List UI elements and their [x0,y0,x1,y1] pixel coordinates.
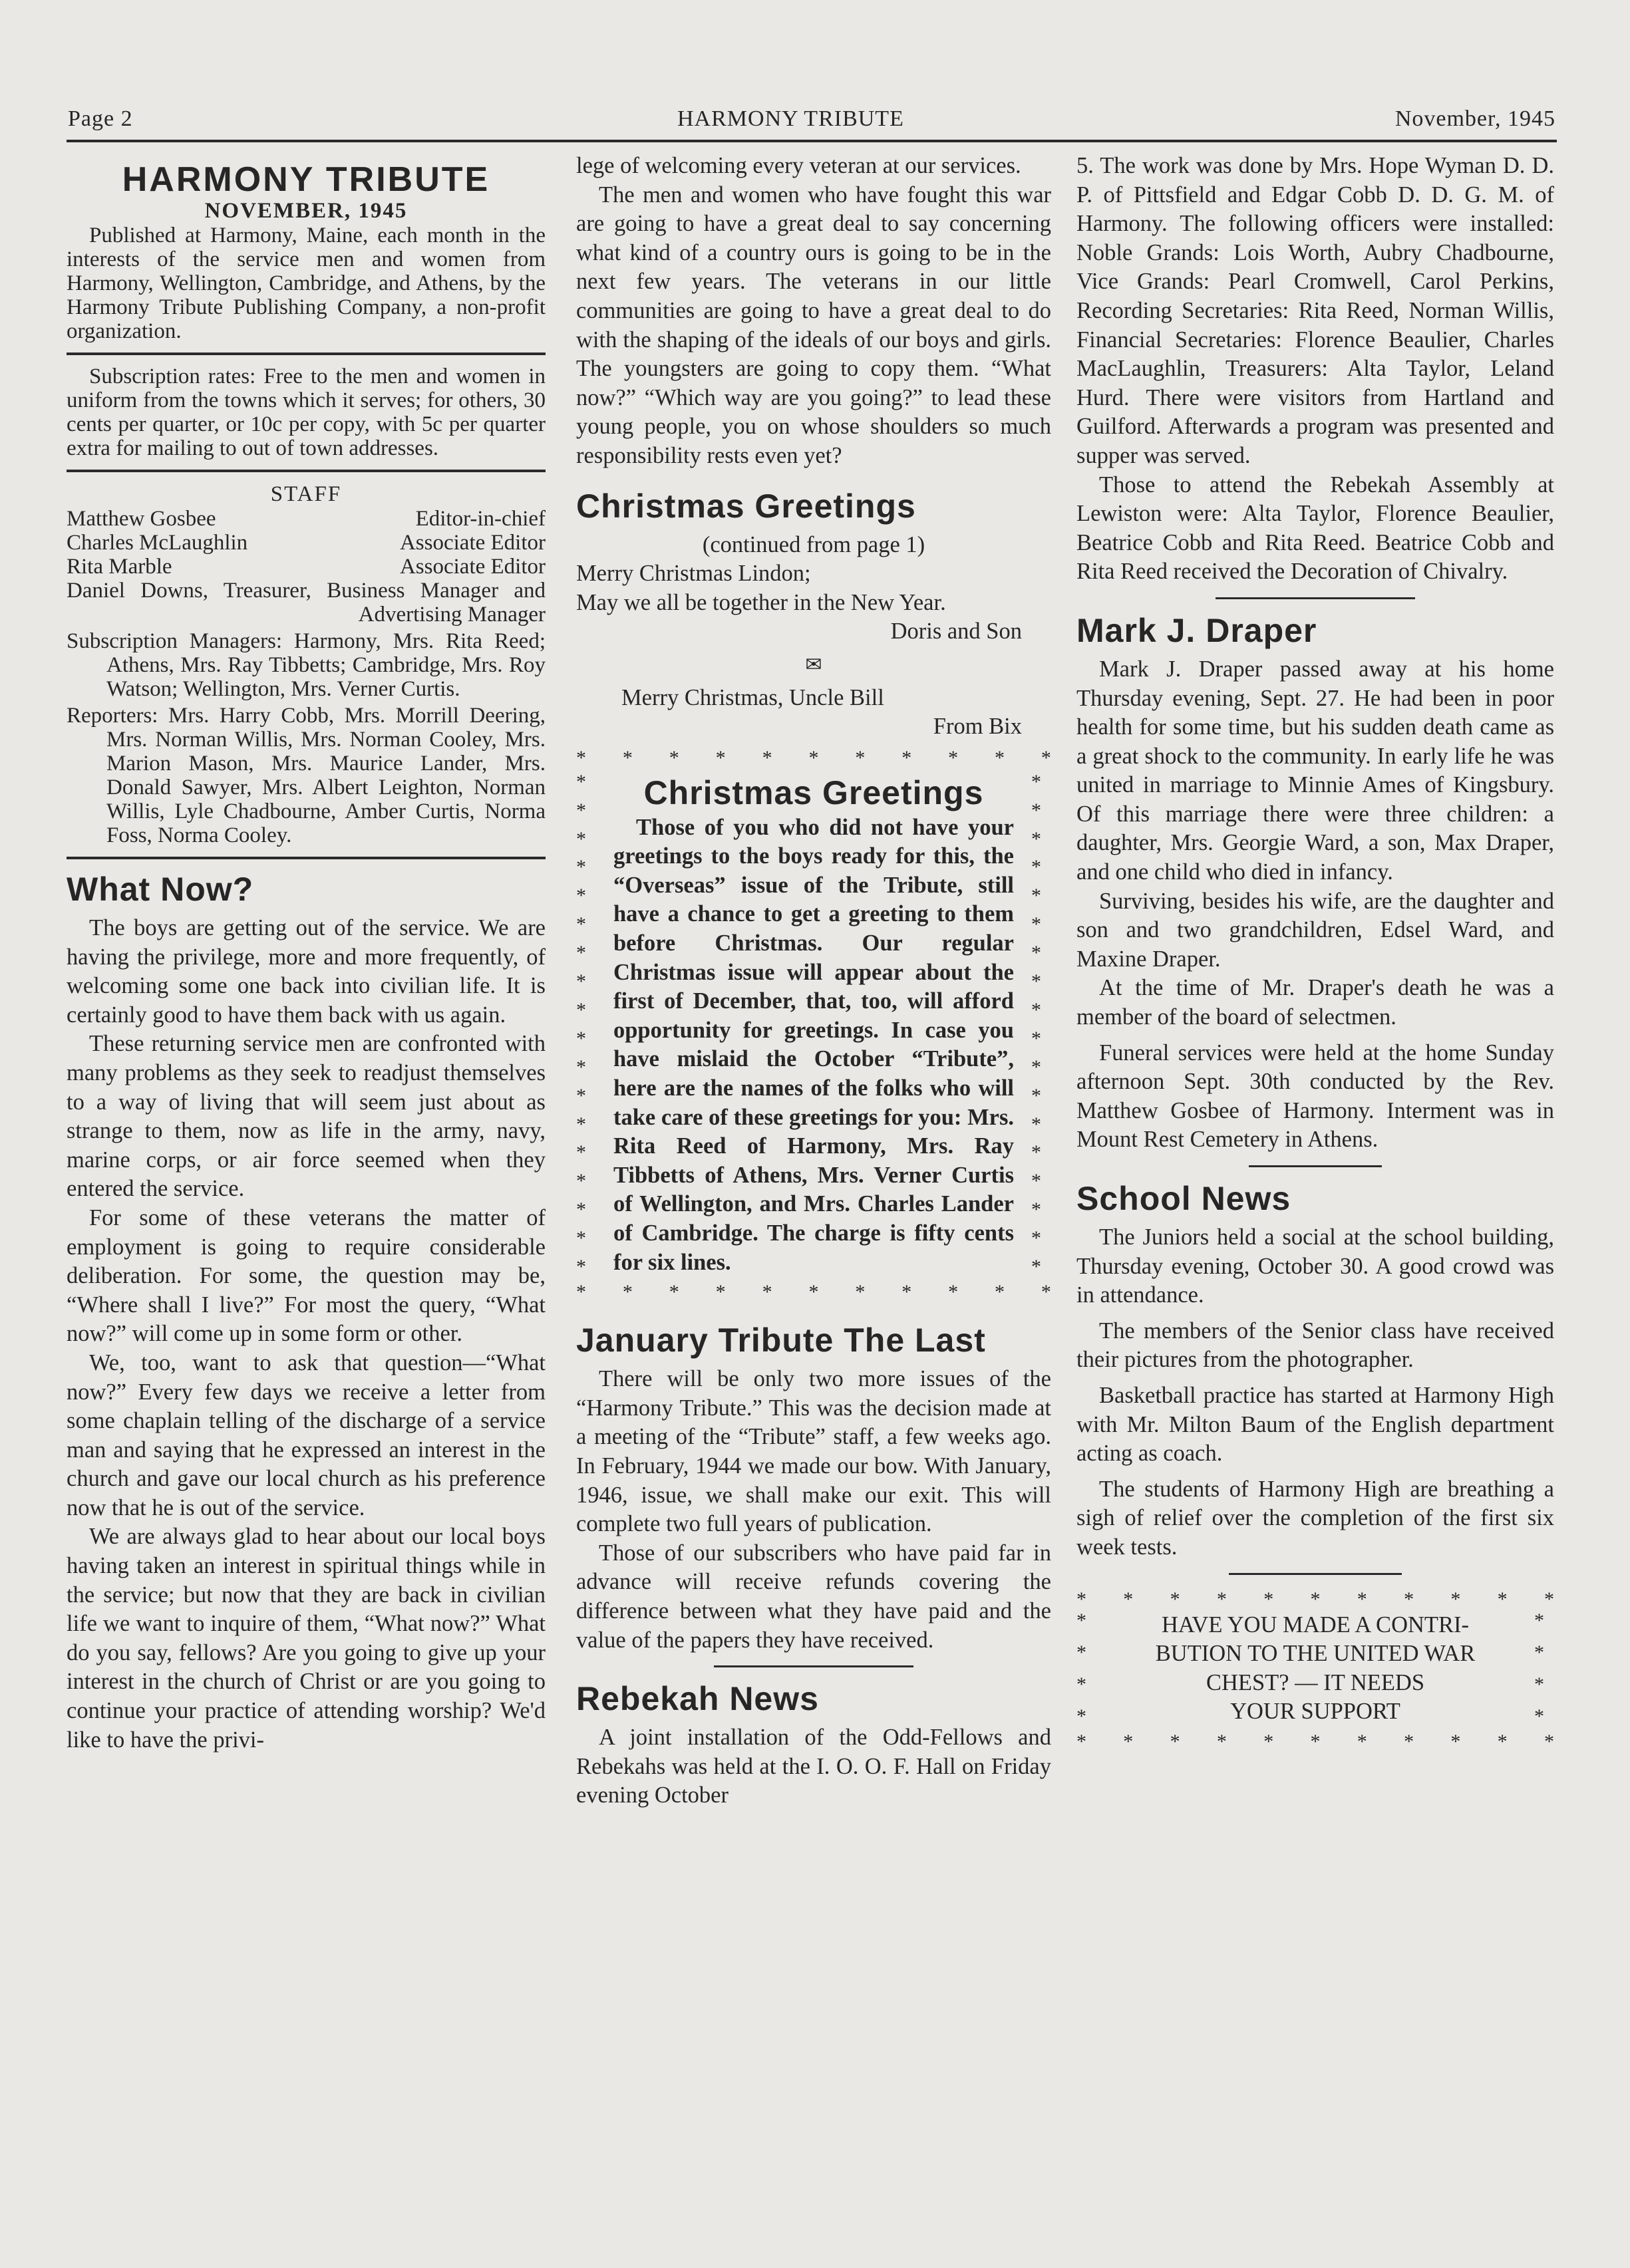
reporters: Reporters: Mrs. Harry Cobb, Mrs. Morrill Deering, Mrs. Norman Willis, Mrs. Norman Cooley, Mrs. Marion Mason, Mrs. Maurice Lander, Mrs. Donald Sawyer, Mrs. Albert Leighton, Norman Willis, Lyle Chadbourne, Amber Curtis, Norma Foss, Norma Cooley. [67,704,546,847]
ornament-icon: ✉ [805,653,822,676]
running-date: November, 1945 [1394,106,1555,131]
divider [67,353,546,355]
greeting-line: Merry Christmas Lindon; [576,561,811,587]
paragraph: We, too, want to ask that question—“What now?” Every few days we receive a letter from some chaplain telling of the discharge of a service man and saying that he expressed an interest in the church and gave our local church as his preference now that he is out of the service. [67,1349,546,1520]
christmas-greetings-box-heading: Christmas Greetings [643,774,984,811]
staff-row [67,507,546,531]
greetings-box-text: Those of you who did not have your greetings to the boys ready for this, the “Overseas” issue of the Tribute, still have a chance to get a greeting to them before Christmas. Our regular Christmas issue will appear about the first of December, that, too, will afford opportunity for greetings. In case you have mislaid the October “Tribute”, here are the names of the folks who will take care of these greetings for you: Mrs. Rita Reed of Harmony, Mrs. Ray Tibbetts of Athens, Mrs. Verner Curtis of Wellington, and Mrs. Charles Lander of Cambridge. The charge is fifty cents for six lines. [613,814,1014,1275]
star-border: * * * * * * * * * * * [1076,1730,1554,1753]
paragraph: The students of Harmony High are breathing a sigh of relief over the completion of the first six week tests. [1076,1476,1554,1560]
staff-name: Matthew Gosbee [67,507,216,531]
column-3 [1076,152,1554,1753]
war-chest-line: BUTION TO THE UNITED WAR [1155,1641,1476,1667]
star-border: * * * * * * * * * * * [576,1281,1051,1304]
greeting-line: May we all be together in the New Year. [576,589,946,615]
page-number: Page 2 [68,106,133,131]
staff-role: Editor-in-chief [415,507,546,531]
paragraph: There will be only two more issues of the “Harmony Tribute.” This was the decision made at a meeting of the “Tribute” staff, a few weeks ago. In February, 1944 we made our bow. With January, 1946, issue, we shall make our exit. This will complete two full years of publication. [576,1366,1051,1537]
greeting-signature: Doris and Son [890,619,1022,644]
paragraph: Those to attend the Rebekah Assembly at Lewiston were: Alta Taylor, Florence Beaulier, Beatrice Cobb and Rita Reed. Beatrice Cobb and Rita Reed received the Decoration of Chivalry. [1076,472,1554,585]
paragraph: Those of our subscribers who have paid far in advance will receive refunds covering the difference between what they have paid and the value of the papers they have received. [576,1540,1051,1653]
divider [1249,1165,1382,1167]
paragraph: The boys are getting out of the service. We are having the privilege, more and more frequently, of welcoming some one back into civilian life. It is certainly good to have them back with us again. [67,915,546,1028]
war-chest-line: HAVE YOU MADE A CONTRI- [1162,1612,1469,1637]
paragraph: The men and women who have fought this war are going to have a great deal to say concerning what kind of a country ours is going to be in the next few years. The veterans in our little communities are going to have a great deal to do with the shaping of the ideals of our boys and girls. The youngsters are going to copy them. “What now?” “Which way are you going?” to lead these young people, you on whose shoulders so much responsibility rests even yet? [576,182,1051,468]
paragraph: lege of welcoming every veteran at our services. [576,153,1021,178]
staff-name: Charles McLaughlin [67,531,248,555]
christmas-greetings-box [576,772,1051,1278]
star-border: * * * * * * * * * * * * * * * * * * [576,772,586,1278]
war-chest-box [1076,1611,1554,1727]
star-border: * * * * [1076,1610,1086,1727]
school-news-heading: School News [1076,1180,1291,1217]
treasurer: Daniel Downs, Treasurer, Business Manager and Advertising Manager [67,579,546,627]
subscription-rates: Subscription rates: Free to the men and women in uniform from the towns which it serves; for others, 30 cents per quarter, or 10c per copy, with 5c per quarter extra for mailing to out of town addresses. [67,364,546,460]
greeting-signature: From Bix [933,714,1022,740]
star-border: * * * * * * * * * * * * * * * * * * [1031,772,1041,1278]
header-rule [67,140,1557,142]
paragraph: Mark J. Draper passed away at his home Thursday evening, Sept. 27. He had been in poor health for some time, but his sudden death came as a great shock to the community. In early life he was united in marriage to Minnie Ames of Kingsbury. Of this marriage there were three children: a daughter, Mrs. Georgie Ward, a son, Max Draper, and one child who died in infancy. [1076,656,1554,885]
paragraph: These returning service men are confronted with many problems as they seek to readjust themselves to a way of living that will seem just about as strange to them, now as life in the army, navy, marine corps, or air force seemed when they entered the service. [67,1031,546,1202]
column-2 [576,152,1051,1810]
divider [714,1665,913,1667]
masthead-issue: NOVEMBER, 1945 [204,199,408,223]
continued-note: (continued from page 1) [702,531,925,557]
divider [1216,597,1415,599]
draper-heading: Mark J. Draper [1076,611,1317,649]
column-1 [67,152,546,1755]
star-border: * * * * * * * * * * * [576,746,1051,769]
staff-heading: STAFF [270,482,342,506]
paragraph: For some of these veterans the matter of employment is going to require considerable deliberation. For some, the question may be, “Where shall I live?” For most the query, “What now?” will come up in some form or other. [67,1205,546,1347]
rebekah-news-heading: Rebekah News [576,1680,819,1718]
war-chest-line: CHEST? — IT NEEDS [1206,1669,1425,1695]
divider [67,857,546,859]
divider [1229,1573,1402,1575]
paragraph: The Juniors held a social at the school building, Thursday evening, October 30. A good crowd was in attendance. [1076,1224,1554,1308]
staff-row [67,555,546,579]
what-now-heading: What Now? [67,871,254,908]
star-border: * * * * [1534,1610,1544,1727]
war-chest-line: YOUR SUPPORT [1230,1699,1400,1725]
masthead-title: HARMONY TRIBUTE [122,160,490,199]
paragraph: We are always glad to hear about our local boys having taken an interest in spiritual things while in the service; but now that they are back in civilian life we want to inquire of them, “What now?” What do you say, fellows? Are you going to give up your interest in the church of Christ or are you going to continue your practice of attending worship? We'd like to have the privi- [67,1524,546,1753]
star-border: * * * * * * * * * * * [1076,1588,1554,1610]
running-title: HARMONY TRIBUTE [677,106,904,131]
staff-role: Associate Editor [399,555,546,579]
masthead-about: Published at Harmony, Maine, each month in the interests of the service men and women from Harmony, Wellington, Cambridge, and Athens, by the Harmony Tribute Publishing Company, a non-profit organization. [67,223,546,343]
staff-role: Associate Editor [399,531,546,555]
paragraph: 5. The work was done by Mrs. Hope Wyman D. D. P. of Pittsfield and Edgar Cobb D. D. G. M. of Harmony. The following officers were installed: Noble Grands: Lois Worth, Aubry Chadbourne, Vice Grands: Pearl Cromwell, Carol Perkins, Recording Secretaries: Rita Reed, Norman Willis, Financial Secretaries: Florence Beaulier, Charles MacLaughlin, Treasurers: Alta Taylor, Leland Hurd. There were visitors from Hartland and Guilford. Afterwards a program was presented and supper was served. [1076,153,1554,468]
greeting-line: Merry Christmas, Uncle Bill [621,684,884,710]
subscription-managers: Subscription Managers: Harmony, Mrs. Rita Reed; Athens, Mrs. Ray Tibbetts; Cambridge, Mrs. Roy Watson; Wellington, Mrs. Verner Curtis. [67,629,546,701]
divider [67,470,546,472]
paragraph: A joint installation of the Odd-Fellows and Rebekahs was held at the I. O. O. F. Hall on Friday evening October [576,1725,1051,1808]
christmas-greetings-heading: Christmas Greetings [576,487,916,525]
paragraph: Funeral services were held at the home Sunday afternoon Sept. 30th conducted by the Rev. Matthew Gosbee of Harmony. Interment was in Mount Rest Cemetery in Athens. [1076,1040,1554,1153]
paragraph: Basketball practice has started at Harmony High with Mr. Milton Baum of the English department acting as coach. [1076,1382,1554,1467]
staff-row [67,531,546,555]
january-tribute-heading: January Tribute The Last [576,1322,986,1359]
paragraph: Surviving, besides his wife, are the daughter and son and two grandchildren, Edsel Ward, and Maxine Draper. [1076,888,1554,972]
paragraph: At the time of Mr. Draper's death he was a member of the board of selectmen. [1076,975,1554,1030]
staff-name: Rita Marble [67,555,172,579]
paragraph: The members of the Senior class have received their pictures from the photographer. [1076,1318,1554,1373]
